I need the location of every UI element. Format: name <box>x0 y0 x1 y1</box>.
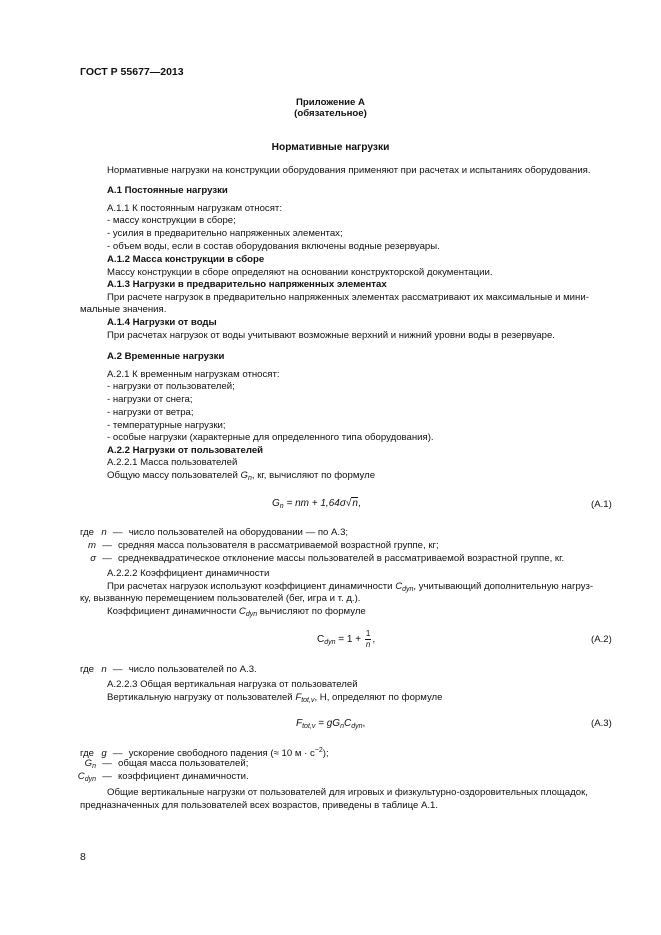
a13-text-line2: мальные значения. <box>80 304 167 315</box>
a1-list-item: - массу конструкции в сборе; <box>107 215 236 226</box>
equation-a1: $G_n$ = nm + 1,64σ√n, <box>272 498 361 510</box>
a222-text-line1: При расчетах нагрузок используют коэффициент динамичности $C_{dyn}$, учитывающий дополнительную нагруз- <box>107 581 594 593</box>
a221-text: Общую массу пользователей $G_n$, кг, вычисляют по формуле <box>107 470 376 482</box>
a223-heading: А.2.2.3 Общая вертикальная нагрузка от пользователей <box>107 679 358 690</box>
where-item: $G_n$ — общая масса пользователей; <box>84 758 249 770</box>
final-paragraph-line1: Общие вертикальные нагрузки от пользователей для игровых и физкультурно-оздоровительных площадок, <box>107 787 588 798</box>
a222-text-line3: Коэффициент динамичности $C_{dyn}$ вычисляют по формуле <box>107 606 366 618</box>
a14-text: При расчетах нагрузок от воды учитывают возможные верхний и нижний уровни воды в резервуаре. <box>107 330 555 341</box>
equation-number-a3: (А.3) <box>591 718 612 729</box>
where-item: $C_{dyn}$ — коэффициент динамичности. <box>77 771 249 783</box>
a12-text: Массу конструкции в сборе определяют на основании конструкторской документации. <box>107 267 493 278</box>
final-paragraph-line2: предназначенных для пользователей всех возрастов, приведены в таблице А.1. <box>80 800 439 811</box>
a14-heading: А.1.4 Нагрузки от воды <box>107 317 217 328</box>
a1-list-item: - объем воды, если в состав оборудования включены водные резервуары. <box>107 241 440 252</box>
where-item: где n — число пользователей по А.3. <box>80 664 257 675</box>
a2-list-item: - температурные нагрузки; <box>107 420 226 431</box>
equation-a2: $C_{dyn} = 1$ + $\frac{1}{n}$ , <box>317 629 376 649</box>
a22-heading: А.2.2 Нагрузки от пользователей <box>107 445 264 456</box>
where-item: где n — число пользователей на оборудовании — по А.3; <box>80 527 349 538</box>
page-number: 8 <box>80 851 86 863</box>
appendix-status: (обязательное) <box>294 108 367 119</box>
a21-text: А.2.1 К временным нагрузкам относят: <box>107 369 280 380</box>
a2-heading: А.2 Временные нагрузки <box>107 351 225 362</box>
a2-list-item: - особые нагрузки (характерные для определенного типа оборудования). <box>107 432 434 443</box>
equation-number-a1: (А.1) <box>591 499 612 510</box>
a13-text-line1: При расчете нагрузок в предварительно напряженных элементах рассматривают их максимальные и мини- <box>107 292 589 303</box>
standard-header: ГОСТ Р 55677—2013 <box>80 66 184 78</box>
a13-heading: А.1.3 Нагрузки в предварительно напряженных элементах <box>107 279 387 290</box>
where-item: где g — ускорение свободного падения (≈ 10 $м \cdot с^{-2}$); <box>80 747 329 759</box>
a2-list-item: - нагрузки от ветра; <box>107 407 194 418</box>
where-item: m — средняя масса пользователя в рассматриваемой возрастной группе, кг; <box>88 540 439 551</box>
appendix-title: Приложение А <box>296 97 365 108</box>
a221-heading: А.2.2.1 Масса пользователей <box>107 457 238 468</box>
a222-heading: А.2.2.2 Коэффициент динамичности <box>107 568 270 579</box>
equation-a3: $F_{tot,v} = gG_nC_{dyn}$, <box>296 718 366 730</box>
where-item: σ — среднеквадратическое отклонение массы пользователей в рассматриваемой возрастной группе, кг. <box>90 553 565 564</box>
a222-text-line2: ку, вызванную перемещением пользователей (бег, игра и т. д.). <box>80 593 361 604</box>
a223-text: Вертикальную нагрузку от пользователей $F_{tot,v}$, Н, определяют по формуле <box>107 692 443 704</box>
a2-list-item: - нагрузки от снега; <box>107 394 193 405</box>
a2-list-item: - нагрузки от пользователей; <box>107 381 235 392</box>
section-title: Нормативные нагрузки <box>271 142 390 153</box>
intro-paragraph: Нормативные нагрузки на конструкции оборудования применяют при расчетах и испытаниях оборудования. <box>107 165 591 176</box>
equation-number-a2: (А.2) <box>591 634 612 645</box>
a1-heading: А.1 Постоянные нагрузки <box>107 185 228 196</box>
a1-list-item: - усилия в предварительно напряженных элементах; <box>107 228 343 239</box>
a12-heading: А.1.2 Масса конструкции в сборе <box>107 254 265 265</box>
a11-text: А.1.1 К постоянным нагрузкам относят: <box>107 203 282 214</box>
